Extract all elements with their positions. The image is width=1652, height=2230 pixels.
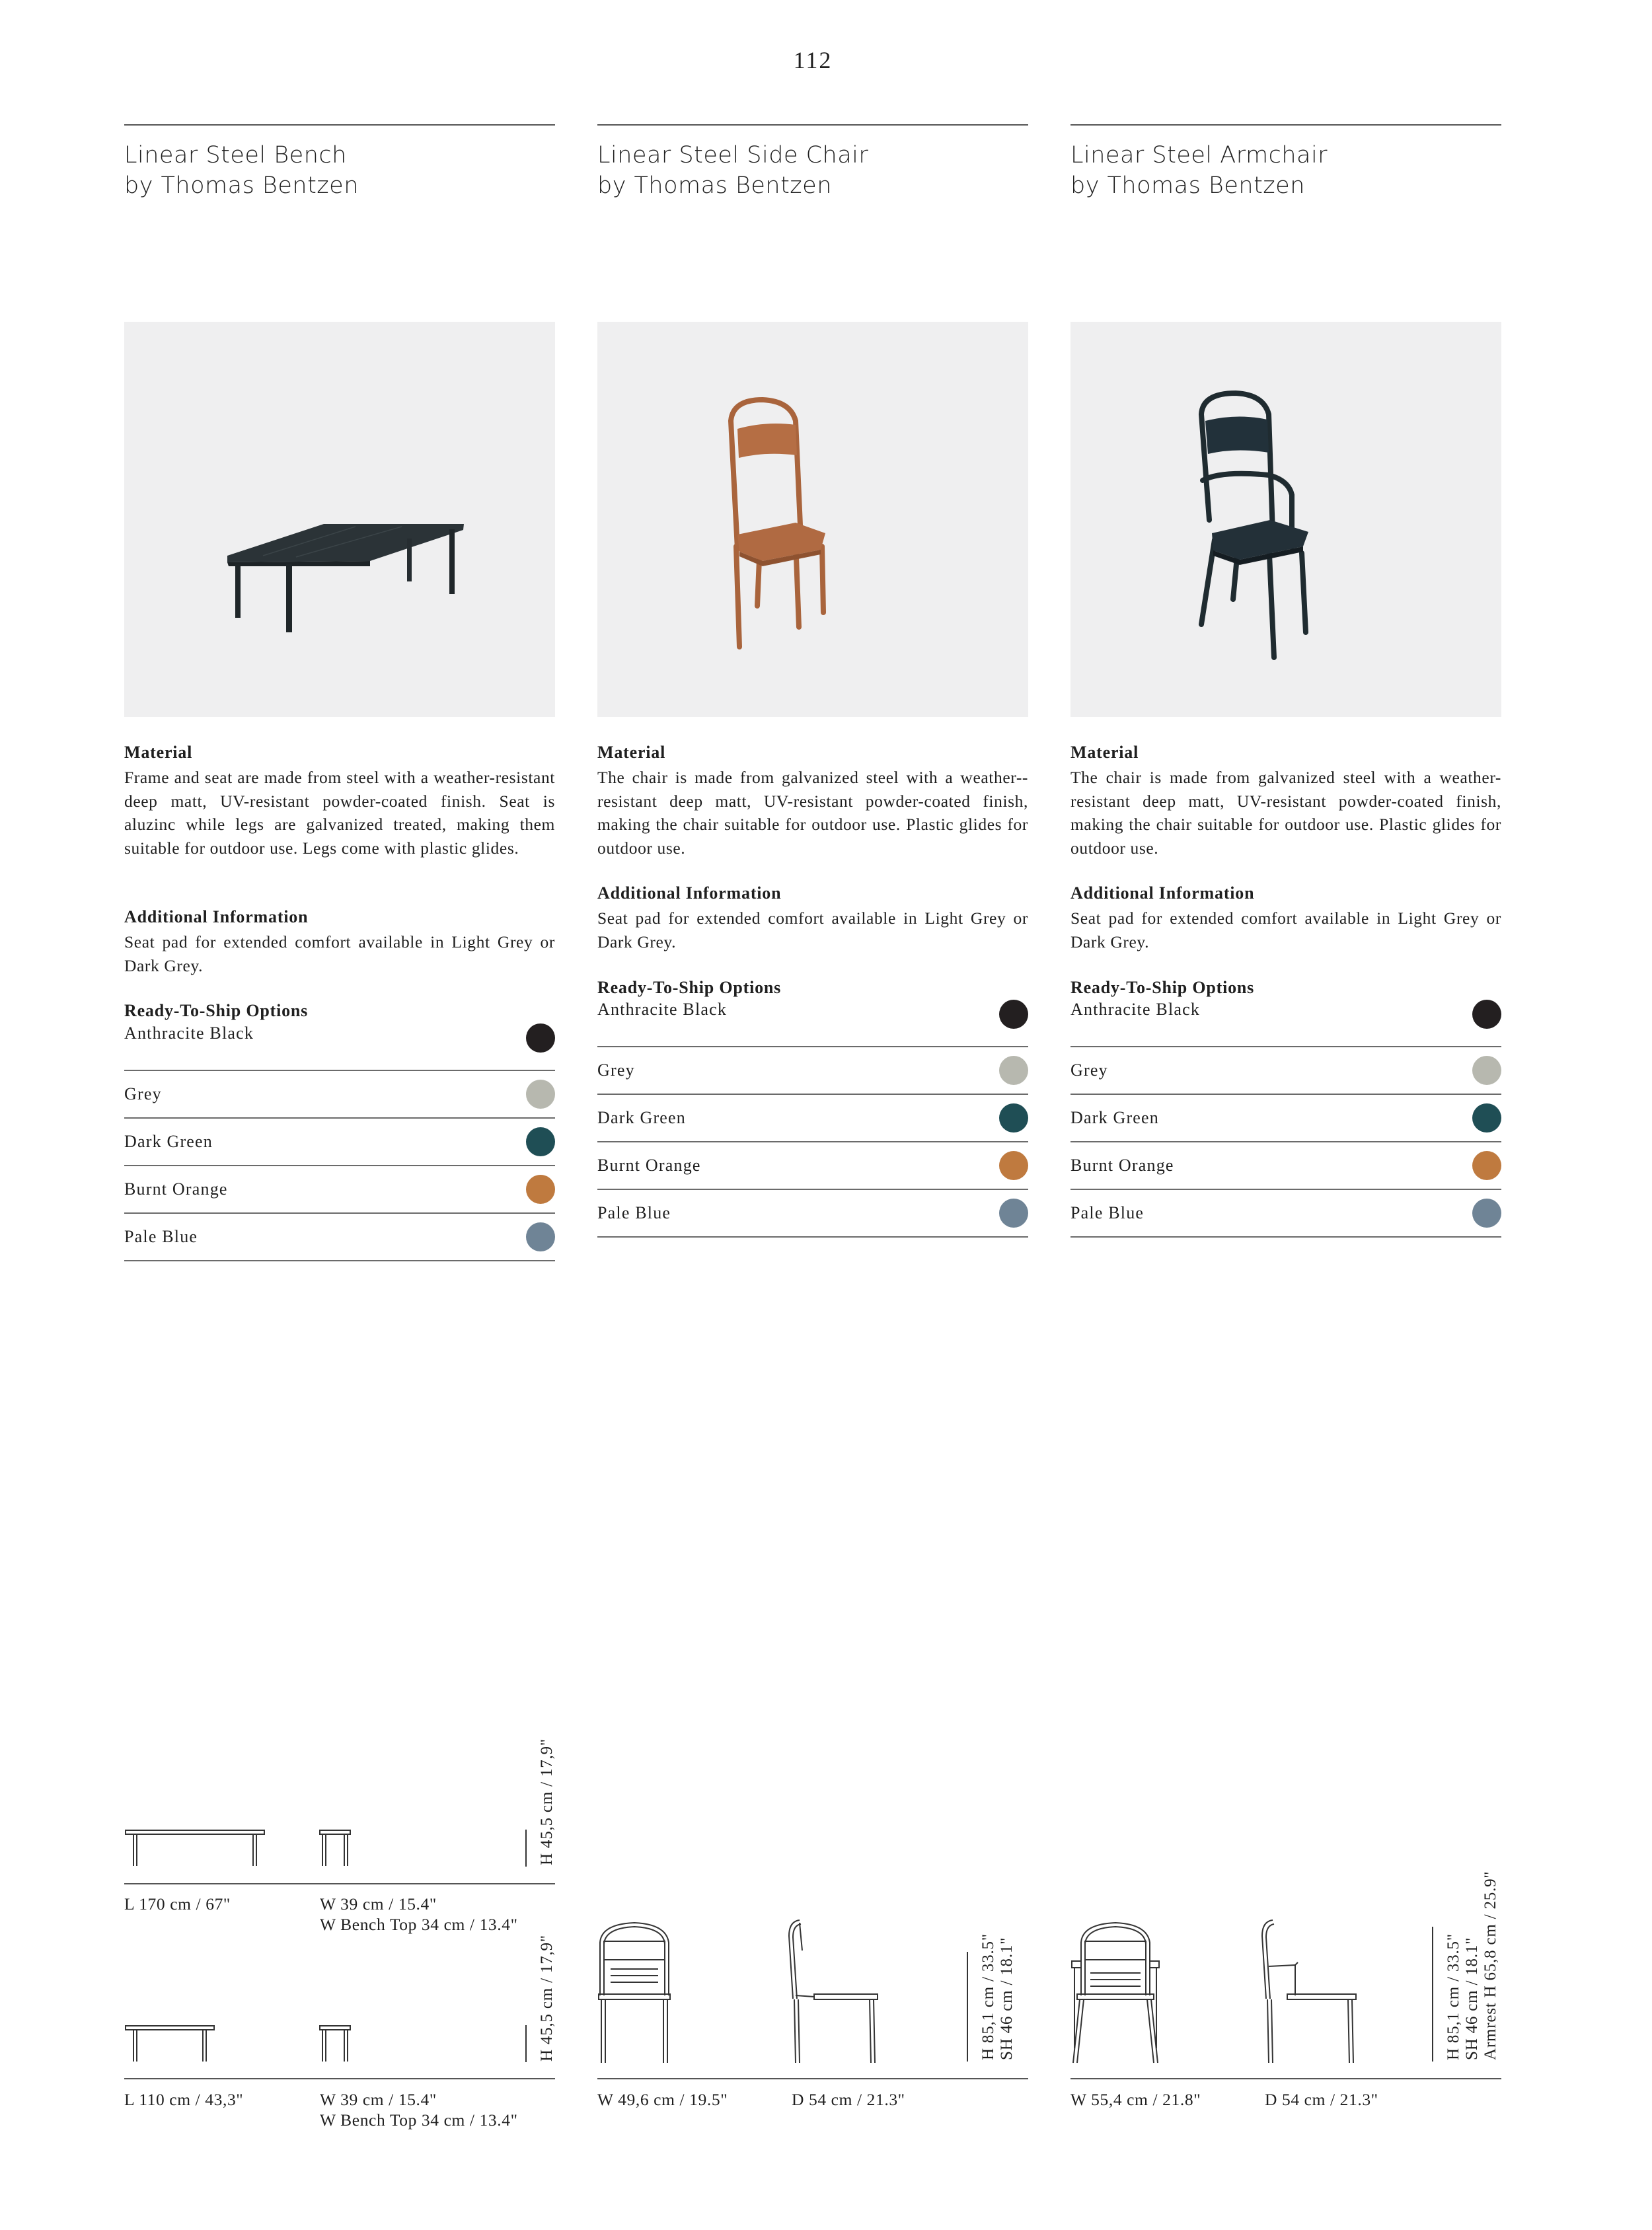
material-heading: Material (1070, 743, 1139, 762)
product-column-side-chair (597, 0, 1028, 2230)
color-option-label: Grey (124, 1084, 162, 1103)
color-option-label: Anthracite Black (124, 1023, 254, 1043)
product-name: Linear Steel Armchair (1070, 142, 1328, 168)
material-heading: Material (124, 743, 193, 762)
product-designer: by Thomas Bentzen (124, 172, 359, 199)
product-designer: by Thomas Bentzen (597, 172, 832, 199)
armchair-line-drawing (1070, 1916, 1501, 2068)
color-swatch (999, 1151, 1028, 1180)
color-option-label: Burnt Orange (597, 1156, 701, 1175)
color-option (1070, 1000, 1501, 1047)
color-option-label: Pale Blue (1070, 1203, 1145, 1222)
color-option (1070, 1047, 1501, 1095)
armrest-height-dimension: Armrest H 65,8 cm / 25.9" (1482, 1871, 1499, 2060)
additional-info-text: Seat pad for extended comfort available in Light Grey or Dark Grey. (597, 909, 1028, 951)
bench-top-dimension: W Bench Top 34 cm / 13.4" (320, 2110, 518, 2130)
color-option (124, 1023, 555, 1071)
additional-info-text: Seat pad for extended comfort available in Light Grey or Dark Grey. (1070, 909, 1501, 951)
divider (1070, 124, 1501, 126)
product-photo (597, 322, 1028, 717)
additional-info-heading: Additional Information (1070, 883, 1255, 903)
depth-dimension: D 54 cm / 21.3" (792, 2090, 905, 2109)
product-name: Linear Steel Bench (124, 142, 347, 168)
bench-long-line-drawing (124, 1820, 555, 1873)
color-option-label: Burnt Orange (1070, 1156, 1174, 1175)
color-swatch (526, 1080, 555, 1109)
color-option (124, 1119, 555, 1166)
color-option (1070, 1190, 1501, 1238)
color-option-label: Dark Green (124, 1132, 213, 1151)
divider (597, 2078, 1028, 2079)
product-photo (1070, 322, 1501, 717)
page-number: 112 (793, 47, 833, 73)
color-swatch (1472, 1151, 1501, 1180)
material-text: The chair is made from galvanized steel with a weather-resistant deep matt, UV-resistant powder-coated finish, making the chair suitable for outdoor use. Plastic glides for outdoor use. (1070, 768, 1501, 858)
color-swatch (526, 1023, 555, 1053)
depth-dimension: D 54 cm / 21.3" (1265, 2090, 1378, 2109)
color-option-label: Dark Green (597, 1108, 686, 1127)
additional-info-text: Seat pad for extended comfort available in Light Grey or Dark Grey. (124, 932, 555, 975)
color-swatch (999, 1103, 1028, 1133)
divider (124, 2078, 555, 2079)
product-column-bench (124, 0, 555, 2230)
armchair-illustration (1070, 322, 1501, 717)
color-option (597, 1047, 1028, 1095)
color-option-label: Anthracite Black (597, 1000, 728, 1019)
additional-info-heading: Additional Information (597, 883, 782, 903)
color-option-label: Pale Blue (124, 1227, 198, 1246)
bench-illustration (124, 322, 555, 717)
color-option-label: Pale Blue (597, 1203, 671, 1222)
divider (1070, 2078, 1501, 2079)
color-swatch (1472, 1000, 1501, 1029)
width-dimension: W 39 cm / 15.4" (320, 2090, 437, 2109)
color-option (1070, 1095, 1501, 1142)
material-text: Frame and seat are made from steel with a weather-resistant deep matt, UV-resistant powder-coated finish. Seat is aluzinc while legs are galvanized treated, making them suitable for outdoor use. Legs come with plastic glides. (124, 768, 555, 858)
bench-short-line-drawing (124, 2015, 555, 2068)
material-text: The chair is made from galvanized steel with a weather--resistant deep matt, UV-resistant powder-coated finish, making the chair suitable for outdoor use. Plastic glides for outdoor use. (597, 768, 1028, 858)
length-dimension: L 170 cm / 67" (124, 1894, 231, 1914)
color-swatch (526, 1175, 555, 1204)
length-dimension: L 110 cm / 43,3" (124, 2090, 244, 2109)
product-title (597, 140, 868, 201)
seat-height-dimension: SH 46 cm / 18.1" (1463, 1937, 1481, 2060)
color-swatch (526, 1222, 555, 1251)
product-photo (124, 322, 555, 717)
product-title (124, 140, 359, 201)
color-option (124, 1071, 555, 1119)
color-swatch (1472, 1056, 1501, 1085)
height-dimension: H 45,5 cm / 17,9" (538, 1738, 556, 1865)
divider (124, 124, 555, 126)
height-dimension: H 45,5 cm / 17,9" (538, 1935, 556, 2062)
color-option (597, 1000, 1028, 1047)
color-options-list (1070, 1000, 1501, 1238)
color-swatch (999, 1056, 1028, 1085)
material-heading: Material (597, 743, 666, 762)
color-options-list (597, 1000, 1028, 1238)
color-option (597, 1142, 1028, 1190)
color-option (597, 1190, 1028, 1238)
color-option-label: Grey (1070, 1060, 1108, 1080)
color-option-label: Grey (597, 1060, 635, 1080)
color-swatch (999, 1199, 1028, 1228)
product-column-armchair (1070, 0, 1501, 2230)
options-heading: Ready-To-Ship Options (124, 1001, 309, 1020)
color-swatch (526, 1127, 555, 1156)
options-heading: Ready-To-Ship Options (597, 978, 782, 997)
divider (597, 124, 1028, 126)
color-option-label: Dark Green (1070, 1108, 1159, 1127)
product-title (1070, 140, 1328, 201)
seat-height-dimension: SH 46 cm / 18.1" (998, 1937, 1016, 2060)
color-options-list (124, 1023, 555, 1261)
color-option (597, 1095, 1028, 1142)
color-option-label: Burnt Orange (124, 1179, 228, 1199)
color-option (124, 1166, 555, 1214)
side-chair-line-drawing (597, 1916, 1028, 2068)
side-chair-illustration (597, 322, 1028, 717)
color-option (124, 1214, 555, 1261)
divider (124, 1883, 555, 1884)
color-swatch (1472, 1103, 1501, 1133)
product-name: Linear Steel Side Chair (597, 142, 869, 168)
additional-info-heading: Additional Information (124, 907, 309, 926)
width-dimension: W 39 cm / 15.4" (320, 1894, 437, 1914)
height-dimension: H 85,1 cm / 33.5" (1445, 1933, 1462, 2060)
color-swatch (999, 1000, 1028, 1029)
bench-top-dimension: W Bench Top 34 cm / 13.4" (320, 1915, 518, 1934)
product-designer: by Thomas Bentzen (1070, 172, 1305, 199)
width-dimension: W 49,6 cm / 19.5" (597, 2090, 728, 2109)
color-option (1070, 1142, 1501, 1190)
height-dimension: H 85,1 cm / 33.5" (979, 1933, 997, 2060)
width-dimension: W 55,4 cm / 21.8" (1070, 2090, 1201, 2109)
color-swatch (1472, 1199, 1501, 1228)
options-heading: Ready-To-Ship Options (1070, 978, 1255, 997)
color-option-label: Anthracite Black (1070, 1000, 1201, 1019)
